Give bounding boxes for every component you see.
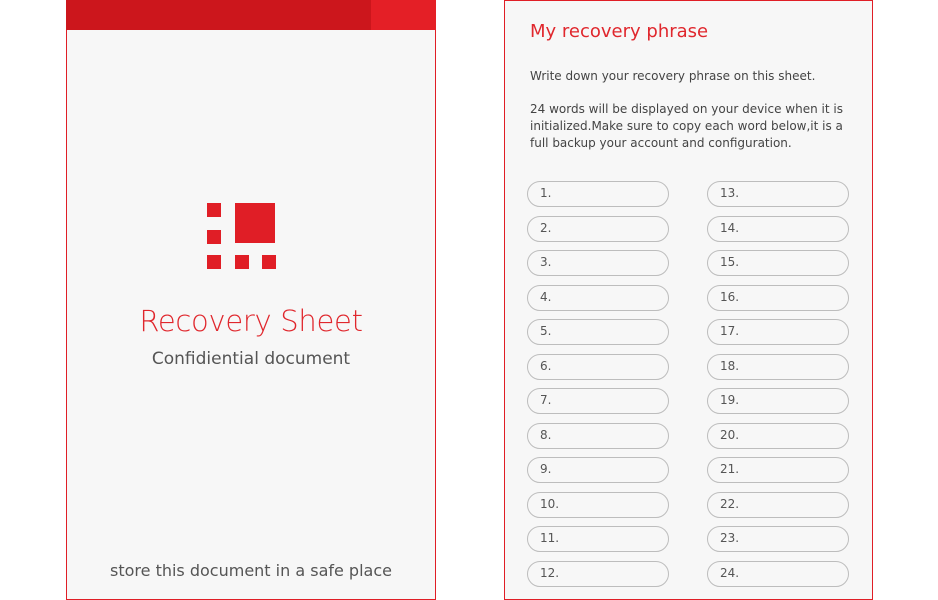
word-field-13[interactable]: 13.: [707, 181, 849, 207]
block-grid-logo-icon: [207, 201, 281, 271]
word-field-8[interactable]: 8.: [527, 423, 669, 449]
word-field-16[interactable]: 16.: [707, 285, 849, 311]
word-field-7[interactable]: 7.: [527, 388, 669, 414]
phrase-intro: Write down your recovery phrase on this sheet.: [530, 69, 816, 83]
word-field-14[interactable]: 14.: [707, 216, 849, 242]
phrase-description: 24 words will be displayed on your device when it is initialized.Make sure to copy each word below,it is a full backup your account and configuration.: [530, 102, 843, 150]
word-field-1[interactable]: 1.: [527, 181, 669, 207]
logo-block: [207, 230, 221, 244]
logo-block: [235, 255, 249, 269]
phrase-title: My recovery phrase: [530, 21, 709, 42]
cover-subtitle: Confidiential document: [151, 349, 351, 369]
word-field-2[interactable]: 2.: [527, 216, 669, 242]
logo-block: [207, 255, 221, 269]
word-field-15[interactable]: 15.: [707, 250, 849, 276]
logo-block: [235, 203, 275, 243]
word-field-24[interactable]: 24.: [707, 561, 849, 587]
word-field-23[interactable]: 23.: [707, 526, 849, 552]
word-field-18[interactable]: 18.: [707, 354, 849, 380]
logo-block: [262, 255, 276, 269]
word-field-4[interactable]: 4.: [527, 285, 669, 311]
word-field-20[interactable]: 20.: [707, 423, 849, 449]
cover-top-bar: [66, 0, 436, 30]
logo-block: [207, 203, 221, 217]
cover-top-bar-shade: [66, 0, 371, 30]
word-field-19[interactable]: 19.: [707, 388, 849, 414]
word-field-22[interactable]: 22.: [707, 492, 849, 518]
word-field-9[interactable]: 9.: [527, 457, 669, 483]
cover-title: Recovery Sheet: [139, 304, 363, 338]
word-field-12[interactable]: 12.: [527, 561, 669, 587]
word-field-10[interactable]: 10.: [527, 492, 669, 518]
word-field-21[interactable]: 21.: [707, 457, 849, 483]
word-field-17[interactable]: 17.: [707, 319, 849, 345]
word-field-11[interactable]: 11.: [527, 526, 669, 552]
word-field-5[interactable]: 5.: [527, 319, 669, 345]
cover-sheet: [66, 0, 436, 600]
recovery-phrase-sheet: [504, 0, 873, 600]
cover-footer: store this document in a safe place: [110, 561, 392, 580]
word-field-6[interactable]: 6.: [527, 354, 669, 380]
word-field-3[interactable]: 3.: [527, 250, 669, 276]
